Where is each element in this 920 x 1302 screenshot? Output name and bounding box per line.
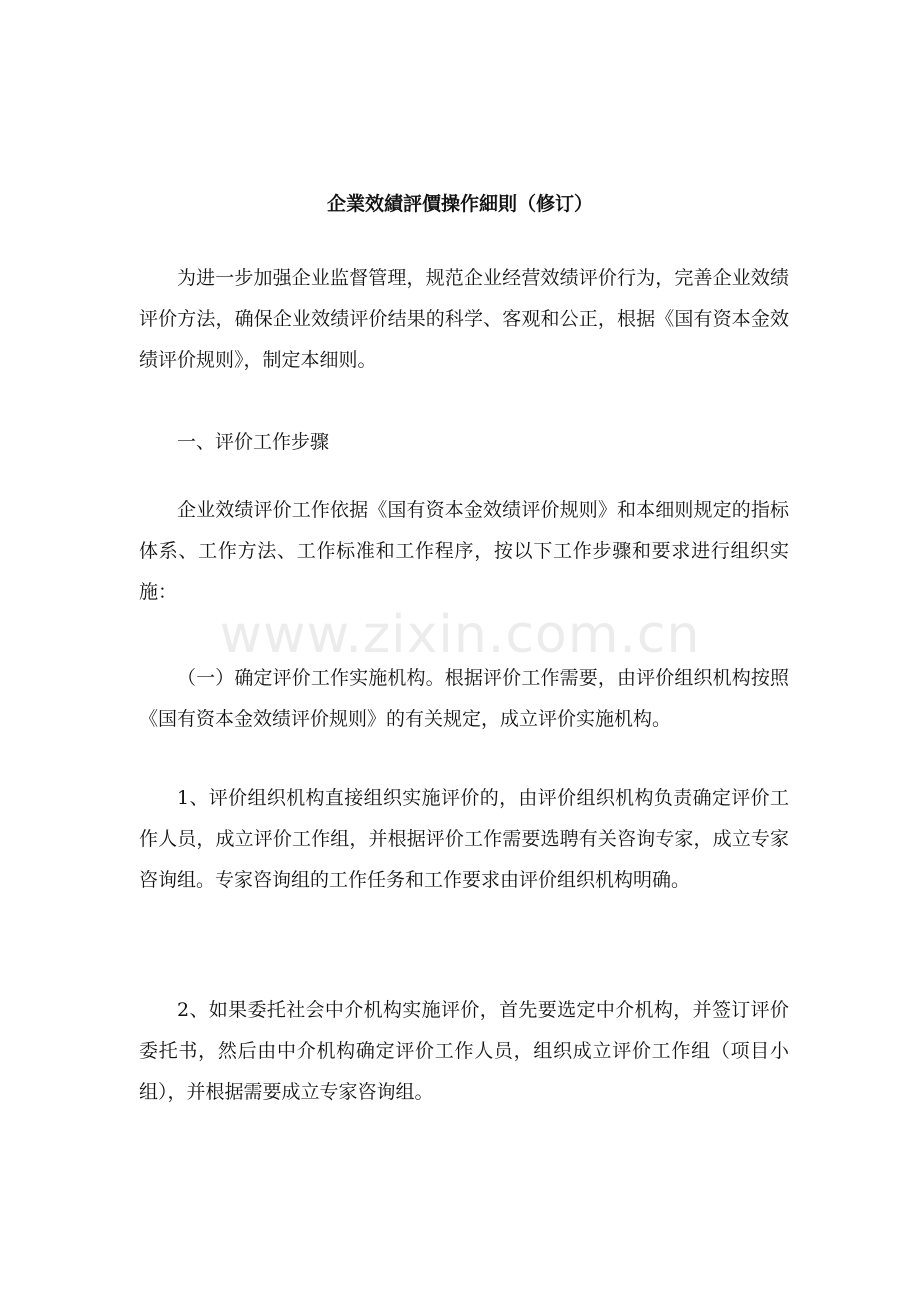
paragraph-item-1-institution: （一）确定评价工作实施机构。根据评价工作需要，由评价组织机构按照《国有资本金效绩评价规则》的有关规定，成立评价实施机构。 [139, 667, 789, 730]
paragraph-intro: 为进一步加强企业监督管理，规范企业经营效绩评价行为，完善企业效绩评价方法，确保企业效绩评价结果的科学、客观和公正，根据《国有资本金效绩评价规则》，制定本细则。 [139, 267, 789, 371]
document-title: 企業效績評價操作細則（修订） [326, 193, 593, 215]
section-heading-evaluation-steps: 一、评价工作步骤 [177, 431, 330, 453]
paragraph-point-2: 2、如果委托社会中介机构实施评价，首先要选定中介机构，并签订评价委托书，然后由中介机构确定评价工作人员，组织成立评价工作组（项目小组），并根据需要成立专家咨询组。 [139, 999, 789, 1103]
watermark-text: www.zixin.com.cn [219, 605, 701, 665]
paragraph-evaluation-basis: 企业效绩评价工作依据《国有资本金效绩评价规则》和本细则规定的指标体系、工作方法、工作标准和工作程序，按以下工作步骤和要求进行组织实施： [139, 499, 789, 603]
paragraph-point-1: 1、评价组织机构直接组织实施评价的，由评价组织机构负责确定评价工作人员，成立评价工作组，并根据评价工作需要选聘有关咨询专家，成立专家咨询组。专家咨询组的工作任务和工作要求由评价组织机构明确。 [139, 787, 789, 891]
